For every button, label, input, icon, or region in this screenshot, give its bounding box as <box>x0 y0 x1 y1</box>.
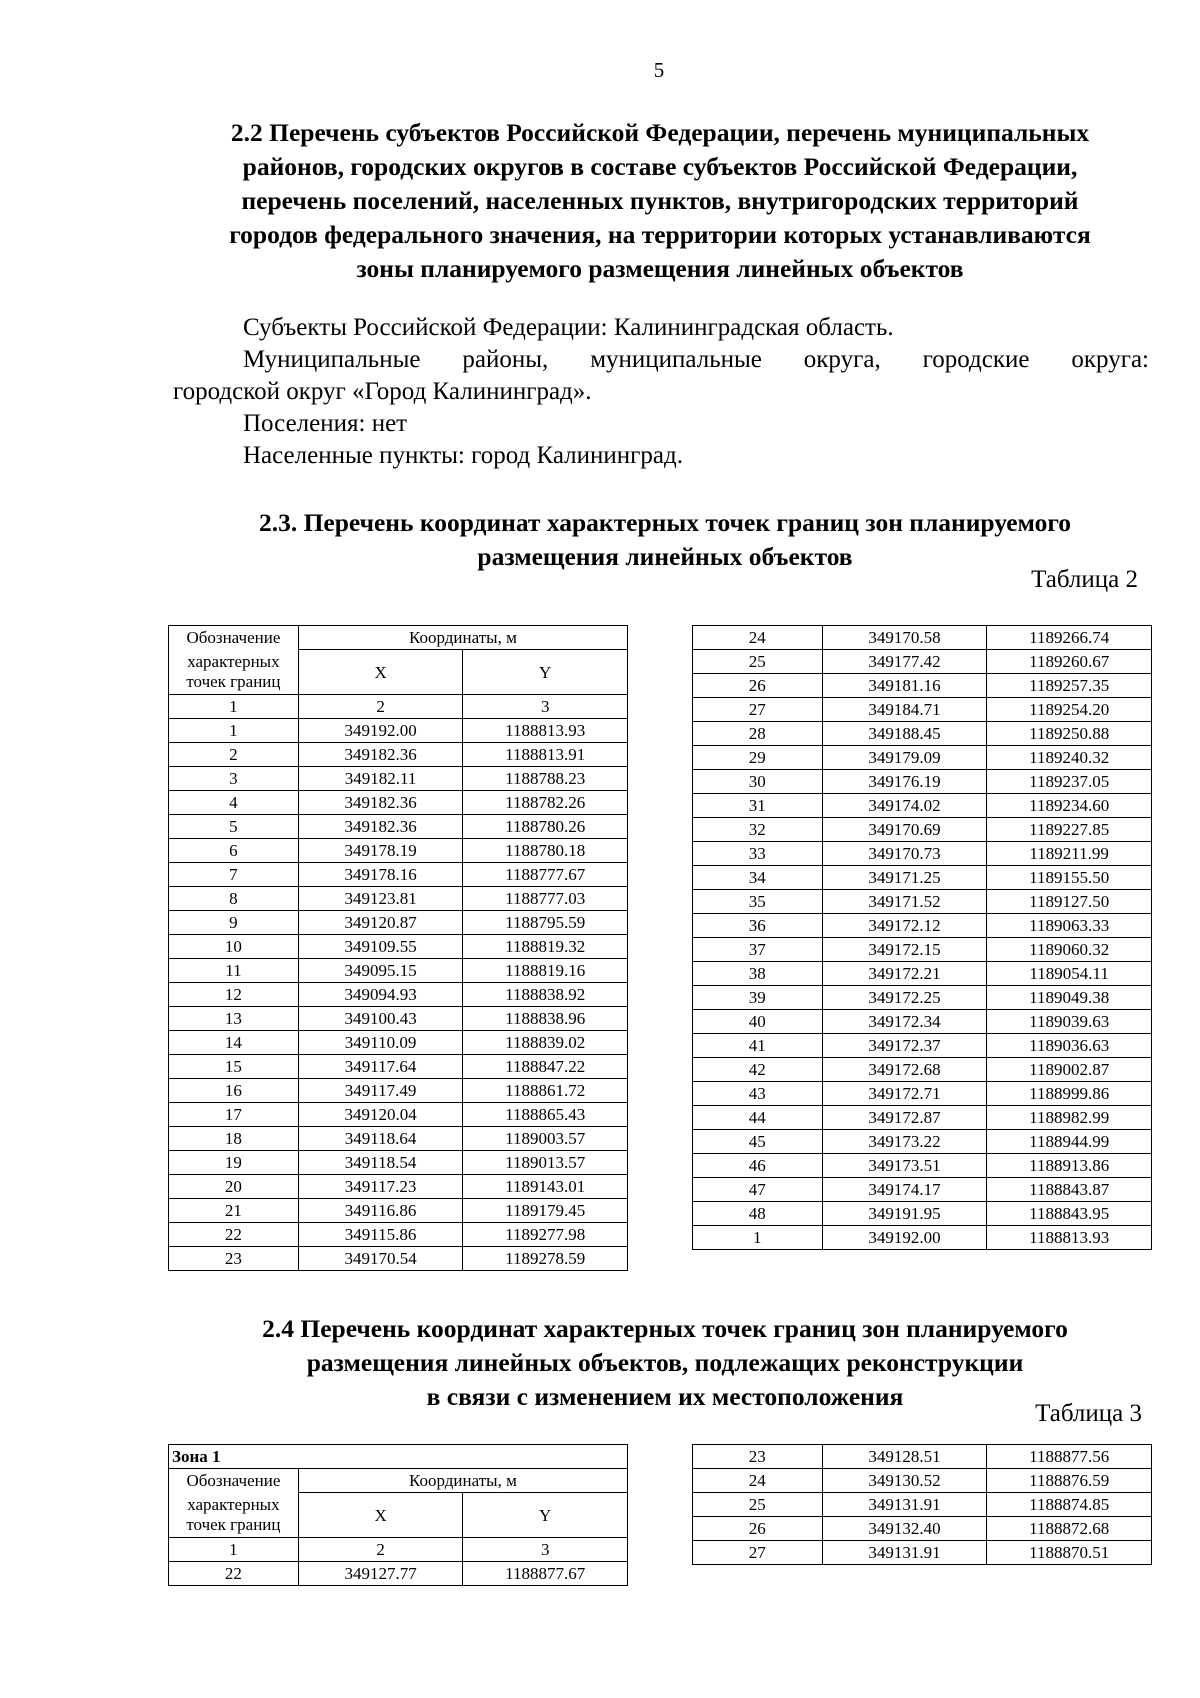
table-3-right <box>692 1444 1152 1565</box>
table-row <box>169 911 628 935</box>
x-coordinate-cell: 349170.69 <box>822 818 987 842</box>
table-row <box>693 1154 1152 1178</box>
point-number-cell: 3 <box>169 767 299 791</box>
table-2-left <box>168 625 628 1271</box>
table-row <box>693 890 1152 914</box>
table-row <box>169 1079 628 1103</box>
x-coordinate-cell: 349120.04 <box>298 1103 463 1127</box>
table-row <box>169 1007 628 1031</box>
x-coordinate-cell: 349174.17 <box>822 1178 987 1202</box>
zone-label: Зона 1 <box>169 1445 628 1469</box>
table-row <box>693 1469 1152 1493</box>
table-row <box>693 986 1152 1010</box>
table-header-row <box>169 1469 628 1493</box>
point-number-cell: 15 <box>169 1055 299 1079</box>
y-coordinate-cell: 1188819.16 <box>463 959 628 983</box>
table-row <box>693 1034 1152 1058</box>
x-coordinate-cell: 349177.42 <box>822 650 987 674</box>
point-number-cell: 42 <box>693 1058 823 1082</box>
y-coordinate-cell: 1188999.86 <box>987 1082 1152 1106</box>
x-coordinate-cell: 349172.21 <box>822 962 987 986</box>
point-number-cell: 28 <box>693 722 823 746</box>
y-coordinate-cell: 1189250.88 <box>987 722 1152 746</box>
y-header: Y <box>463 650 628 695</box>
y-coordinate-cell: 1188913.86 <box>987 1154 1152 1178</box>
x-coordinate-cell: 349172.37 <box>822 1034 987 1058</box>
x-coordinate-cell: 349178.19 <box>298 839 463 863</box>
column-number: 3 <box>463 695 628 719</box>
point-number-cell: 4 <box>169 791 299 815</box>
table-row <box>693 770 1152 794</box>
point-number-cell: 30 <box>693 770 823 794</box>
point-number-cell: 1 <box>169 719 299 743</box>
point-number-cell: 24 <box>693 1469 823 1493</box>
designation-header: Обозначение <box>169 1469 299 1493</box>
x-coordinate-cell: 349173.22 <box>822 1130 987 1154</box>
table-row <box>169 935 628 959</box>
y-coordinate-cell: 1189003.57 <box>463 1127 628 1151</box>
table-row <box>169 1175 628 1199</box>
x-coordinate-cell: 349116.86 <box>298 1199 463 1223</box>
column-number-row <box>169 695 628 719</box>
point-number-cell: 23 <box>693 1445 823 1469</box>
y-coordinate-cell: 1189049.38 <box>987 986 1152 1010</box>
table-row <box>693 1130 1152 1154</box>
x-coordinate-cell: 349182.11 <box>298 767 463 791</box>
point-number-cell: 29 <box>693 746 823 770</box>
y-coordinate-cell: 1188782.26 <box>463 791 628 815</box>
zone-row <box>169 1445 628 1469</box>
point-number-cell: 12 <box>169 983 299 1007</box>
x-coordinate-cell: 349182.36 <box>298 743 463 767</box>
y-coordinate-cell: 1188780.18 <box>463 839 628 863</box>
table-row <box>693 842 1152 866</box>
table-header-row <box>169 1493 628 1538</box>
y-coordinate-cell: 1188813.91 <box>463 743 628 767</box>
column-number: 1 <box>169 695 299 719</box>
y-coordinate-cell: 1188819.32 <box>463 935 628 959</box>
heading-line: зоны планируемого размещения линейных объектов <box>356 254 964 283</box>
table-row <box>693 1178 1152 1202</box>
x-coordinate-cell: 349120.87 <box>298 911 463 935</box>
x-coordinate-cell: 349192.00 <box>298 719 463 743</box>
point-number-cell: 20 <box>169 1175 299 1199</box>
y-coordinate-cell: 1189277.98 <box>463 1223 628 1247</box>
table-row <box>169 1127 628 1151</box>
y-coordinate-cell: 1188813.93 <box>463 719 628 743</box>
y-header: Y <box>463 1493 628 1538</box>
point-number-cell: 24 <box>693 626 823 650</box>
point-number-cell: 36 <box>693 914 823 938</box>
point-number-cell: 14 <box>169 1031 299 1055</box>
y-coordinate-cell: 1189155.50 <box>987 866 1152 890</box>
table-row <box>693 1226 1152 1250</box>
y-coordinate-cell: 1188813.93 <box>987 1226 1152 1250</box>
point-number-cell: 13 <box>169 1007 299 1031</box>
x-coordinate-cell: 349172.71 <box>822 1082 987 1106</box>
x-coordinate-cell: 349109.55 <box>298 935 463 959</box>
heading-line: городов федерального значения, на территории которых устанавливаются <box>229 220 1091 249</box>
table-row <box>693 1445 1152 1469</box>
x-coordinate-cell: 349094.93 <box>298 983 463 1007</box>
coordinates-header: Координаты, м <box>298 626 627 650</box>
point-number-cell: 43 <box>693 1082 823 1106</box>
heading-line: размещения линейных объектов <box>477 542 853 571</box>
x-coordinate-cell: 349192.00 <box>822 1226 987 1250</box>
table-row <box>693 1541 1152 1565</box>
heading-line: районов, городских округов в составе субъектов Российской Федерации, <box>242 152 1078 181</box>
y-coordinate-cell: 1188777.67 <box>463 863 628 887</box>
x-coordinate-cell: 349117.23 <box>298 1175 463 1199</box>
localities-paragraph: Населенные пункты: город Калининград. <box>243 442 683 469</box>
table-header-row <box>169 650 628 695</box>
x-coordinate-cell: 349117.49 <box>298 1079 463 1103</box>
x-coordinate-cell: 349184.71 <box>822 698 987 722</box>
x-coordinate-cell: 349176.19 <box>822 770 987 794</box>
y-coordinate-cell: 1188877.67 <box>463 1562 628 1586</box>
table-3-left <box>168 1444 628 1586</box>
y-coordinate-cell: 1188838.96 <box>463 1007 628 1031</box>
y-coordinate-cell: 1188843.87 <box>987 1178 1152 1202</box>
table-row <box>693 866 1152 890</box>
x-coordinate-cell: 349128.51 <box>822 1445 987 1469</box>
x-coordinate-cell: 349100.43 <box>298 1007 463 1031</box>
x-coordinate-cell: 349130.52 <box>822 1469 987 1493</box>
y-coordinate-cell: 1189143.01 <box>463 1175 628 1199</box>
x-coordinate-cell: 349191.95 <box>822 1202 987 1226</box>
table-row <box>169 887 628 911</box>
x-coordinate-cell: 349182.36 <box>298 791 463 815</box>
table-row <box>169 1103 628 1127</box>
y-coordinate-cell: 1188847.22 <box>463 1055 628 1079</box>
heading-line: перечень поселений, населенных пунктов, внутригородских территорий <box>241 186 1079 215</box>
y-coordinate-cell: 1189063.33 <box>987 914 1152 938</box>
x-coordinate-cell: 349179.09 <box>822 746 987 770</box>
table-row <box>169 959 628 983</box>
y-coordinate-cell: 1188861.72 <box>463 1079 628 1103</box>
x-coordinate-cell: 349172.15 <box>822 938 987 962</box>
column-number: 1 <box>169 1538 299 1562</box>
subjects-paragraph: Субъекты Российской Федерации: Калининградская область. <box>243 314 894 341</box>
point-number-cell: 5 <box>169 815 299 839</box>
table-row <box>693 650 1152 674</box>
x-coordinate-cell: 349181.16 <box>822 674 987 698</box>
y-coordinate-cell: 1188795.59 <box>463 911 628 935</box>
y-coordinate-cell: 1189211.99 <box>987 842 1152 866</box>
y-coordinate-cell: 1189060.32 <box>987 938 1152 962</box>
section-2-2-body <box>173 312 1149 472</box>
table-row <box>169 719 628 743</box>
table-row <box>169 839 628 863</box>
point-number-cell: 33 <box>693 842 823 866</box>
x-coordinate-cell: 349170.54 <box>298 1247 463 1271</box>
point-number-cell: 27 <box>693 698 823 722</box>
municipal-paragraph-line1: Муниципальные районы, муниципальные округа, городские округа: <box>243 346 1149 373</box>
point-number-cell: 10 <box>169 935 299 959</box>
x-coordinate-cell: 349182.36 <box>298 815 463 839</box>
point-number-cell: 22 <box>169 1562 299 1586</box>
point-number-cell: 27 <box>693 1541 823 1565</box>
heading-line: 2.4 Перечень координат характерных точек границ зон планируемого <box>262 1314 1068 1343</box>
point-number-cell: 9 <box>169 911 299 935</box>
y-coordinate-cell: 1188843.95 <box>987 1202 1152 1226</box>
point-number-cell: 47 <box>693 1178 823 1202</box>
x-coordinate-cell: 349117.64 <box>298 1055 463 1079</box>
point-number-cell: 39 <box>693 986 823 1010</box>
table-row <box>693 1082 1152 1106</box>
point-number-cell: 48 <box>693 1202 823 1226</box>
table-row <box>693 1058 1152 1082</box>
y-coordinate-cell: 1188874.85 <box>987 1493 1152 1517</box>
x-coordinate-cell: 349178.16 <box>298 863 463 887</box>
point-number-cell: 18 <box>169 1127 299 1151</box>
point-number-cell: 40 <box>693 1010 823 1034</box>
table-row <box>169 743 628 767</box>
table-row <box>169 1199 628 1223</box>
point-number-cell: 26 <box>693 674 823 698</box>
table-row <box>693 794 1152 818</box>
x-coordinate-cell: 349127.77 <box>298 1562 463 1586</box>
municipal-paragraph-line2: городской округ «Город Калининград». <box>173 378 592 405</box>
table-row <box>169 863 628 887</box>
table-row <box>169 1151 628 1175</box>
x-coordinate-cell: 349171.52 <box>822 890 987 914</box>
table-row <box>169 791 628 815</box>
y-coordinate-cell: 1188788.23 <box>463 767 628 791</box>
table-row <box>169 1031 628 1055</box>
table-row <box>169 1247 628 1271</box>
column-number: 3 <box>463 1538 628 1562</box>
point-number-cell: 17 <box>169 1103 299 1127</box>
table-row <box>169 1562 628 1586</box>
table-row <box>693 698 1152 722</box>
x-coordinate-cell: 349172.25 <box>822 986 987 1010</box>
point-number-cell: 11 <box>169 959 299 983</box>
coordinates-header: Координаты, м <box>298 1469 627 1493</box>
y-coordinate-cell: 1189234.60 <box>987 794 1152 818</box>
point-number-cell: 32 <box>693 818 823 842</box>
point-number-cell: 26 <box>693 1517 823 1541</box>
point-number-cell: 22 <box>169 1223 299 1247</box>
x-coordinate-cell: 349172.87 <box>822 1106 987 1130</box>
y-coordinate-cell: 1188865.43 <box>463 1103 628 1127</box>
table-row <box>693 1202 1152 1226</box>
x-coordinate-cell: 349170.58 <box>822 626 987 650</box>
y-coordinate-cell: 1188876.59 <box>987 1469 1152 1493</box>
settlements-paragraph: Поселения: нет <box>243 410 408 437</box>
point-number-cell: 35 <box>693 890 823 914</box>
y-coordinate-cell: 1189013.57 <box>463 1151 628 1175</box>
y-coordinate-cell: 1188872.68 <box>987 1517 1152 1541</box>
column-number: 2 <box>298 1538 463 1562</box>
x-coordinate-cell: 349172.34 <box>822 1010 987 1034</box>
x-coordinate-cell: 349095.15 <box>298 959 463 983</box>
x-coordinate-cell: 349174.02 <box>822 794 987 818</box>
x-coordinate-cell: 349131.91 <box>822 1493 987 1517</box>
point-number-cell: 21 <box>169 1199 299 1223</box>
point-number-cell: 46 <box>693 1154 823 1178</box>
table-row <box>693 674 1152 698</box>
heading-line: в связи с изменением их местоположения <box>426 1382 904 1411</box>
x-header: X <box>298 1493 463 1538</box>
point-number-cell: 25 <box>693 1493 823 1517</box>
point-number-cell: 38 <box>693 962 823 986</box>
heading-line: размещения линейных объектов, подлежащих реконструкции <box>306 1348 1024 1377</box>
y-coordinate-cell: 1188944.99 <box>987 1130 1152 1154</box>
point-number-cell: 25 <box>693 650 823 674</box>
x-header: X <box>298 650 463 695</box>
y-coordinate-cell: 1189039.63 <box>987 1010 1152 1034</box>
y-coordinate-cell: 1189257.35 <box>987 674 1152 698</box>
x-coordinate-cell: 349170.73 <box>822 842 987 866</box>
table-row <box>693 1010 1152 1034</box>
table-row <box>169 1055 628 1079</box>
x-coordinate-cell: 349173.51 <box>822 1154 987 1178</box>
y-coordinate-cell: 1188839.02 <box>463 1031 628 1055</box>
y-coordinate-cell: 1189179.45 <box>463 1199 628 1223</box>
y-coordinate-cell: 1189054.11 <box>987 962 1152 986</box>
section-2-3-heading <box>175 506 1155 574</box>
y-coordinate-cell: 1189036.63 <box>987 1034 1152 1058</box>
y-coordinate-cell: 1188777.03 <box>463 887 628 911</box>
table-row <box>693 938 1152 962</box>
point-number-cell: 41 <box>693 1034 823 1058</box>
heading-line: 2.2 Перечень субъектов Российской Федерации, перечень муниципальных <box>230 118 1090 147</box>
x-coordinate-cell: 349118.64 <box>298 1127 463 1151</box>
point-number-cell: 6 <box>169 839 299 863</box>
table-row <box>693 1493 1152 1517</box>
point-number-cell: 23 <box>169 1247 299 1271</box>
point-number-cell: 31 <box>693 794 823 818</box>
column-number-row <box>169 1538 628 1562</box>
x-coordinate-cell: 349118.54 <box>298 1151 463 1175</box>
y-coordinate-cell: 1189254.20 <box>987 698 1152 722</box>
x-coordinate-cell: 349171.25 <box>822 866 987 890</box>
y-coordinate-cell: 1189237.05 <box>987 770 1152 794</box>
point-number-cell: 16 <box>169 1079 299 1103</box>
table-2-caption: Таблица 2 <box>1031 566 1138 593</box>
x-coordinate-cell: 349110.09 <box>298 1031 463 1055</box>
point-number-cell: 44 <box>693 1106 823 1130</box>
y-coordinate-cell: 1189240.32 <box>987 746 1152 770</box>
point-number-cell: 37 <box>693 938 823 962</box>
x-coordinate-cell: 349188.45 <box>822 722 987 746</box>
table-header-row <box>169 626 628 650</box>
y-coordinate-cell: 1189227.85 <box>987 818 1152 842</box>
y-coordinate-cell: 1189278.59 <box>463 1247 628 1271</box>
y-coordinate-cell: 1189260.67 <box>987 650 1152 674</box>
y-coordinate-cell: 1189002.87 <box>987 1058 1152 1082</box>
x-coordinate-cell: 349115.86 <box>298 1223 463 1247</box>
point-number-cell: 2 <box>169 743 299 767</box>
y-coordinate-cell: 1189266.74 <box>987 626 1152 650</box>
table-row <box>169 767 628 791</box>
point-number-cell: 7 <box>169 863 299 887</box>
table-row <box>169 983 628 1007</box>
x-coordinate-cell: 349172.68 <box>822 1058 987 1082</box>
table-row <box>693 1106 1152 1130</box>
y-coordinate-cell: 1189127.50 <box>987 890 1152 914</box>
table-row <box>693 818 1152 842</box>
point-number-cell: 8 <box>169 887 299 911</box>
table-row <box>693 914 1152 938</box>
table-row <box>693 626 1152 650</box>
x-coordinate-cell: 349131.91 <box>822 1541 987 1565</box>
table-row <box>693 1517 1152 1541</box>
point-number-cell: 45 <box>693 1130 823 1154</box>
table-row <box>693 722 1152 746</box>
point-number-cell: 1 <box>693 1226 823 1250</box>
x-coordinate-cell: 349123.81 <box>298 887 463 911</box>
table-row <box>693 746 1152 770</box>
section-2-2-heading <box>170 116 1150 286</box>
y-coordinate-cell: 1188780.26 <box>463 815 628 839</box>
point-number-cell: 19 <box>169 1151 299 1175</box>
table-2-right <box>692 625 1152 1250</box>
point-number-cell: 34 <box>693 866 823 890</box>
table-row <box>169 815 628 839</box>
table-row <box>169 1223 628 1247</box>
page-number: 5 <box>653 58 665 82</box>
heading-line: 2.3. Перечень координат характерных точек границ зон планируемого <box>258 508 1072 537</box>
y-coordinate-cell: 1188870.51 <box>987 1541 1152 1565</box>
table-3-caption: Таблица 3 <box>1035 1400 1142 1427</box>
x-coordinate-cell: 349172.12 <box>822 914 987 938</box>
y-coordinate-cell: 1188838.92 <box>463 983 628 1007</box>
section-2-4-heading <box>175 1312 1155 1414</box>
column-number: 2 <box>298 695 463 719</box>
designation-header-cont: характерных точек границ <box>169 1493 299 1538</box>
table-row <box>693 962 1152 986</box>
x-coordinate-cell: 349132.40 <box>822 1517 987 1541</box>
y-coordinate-cell: 1188982.99 <box>987 1106 1152 1130</box>
designation-header: Обозначение <box>169 626 299 650</box>
designation-header-cont: характерных точек границ <box>169 650 299 695</box>
y-coordinate-cell: 1188877.56 <box>987 1445 1152 1469</box>
